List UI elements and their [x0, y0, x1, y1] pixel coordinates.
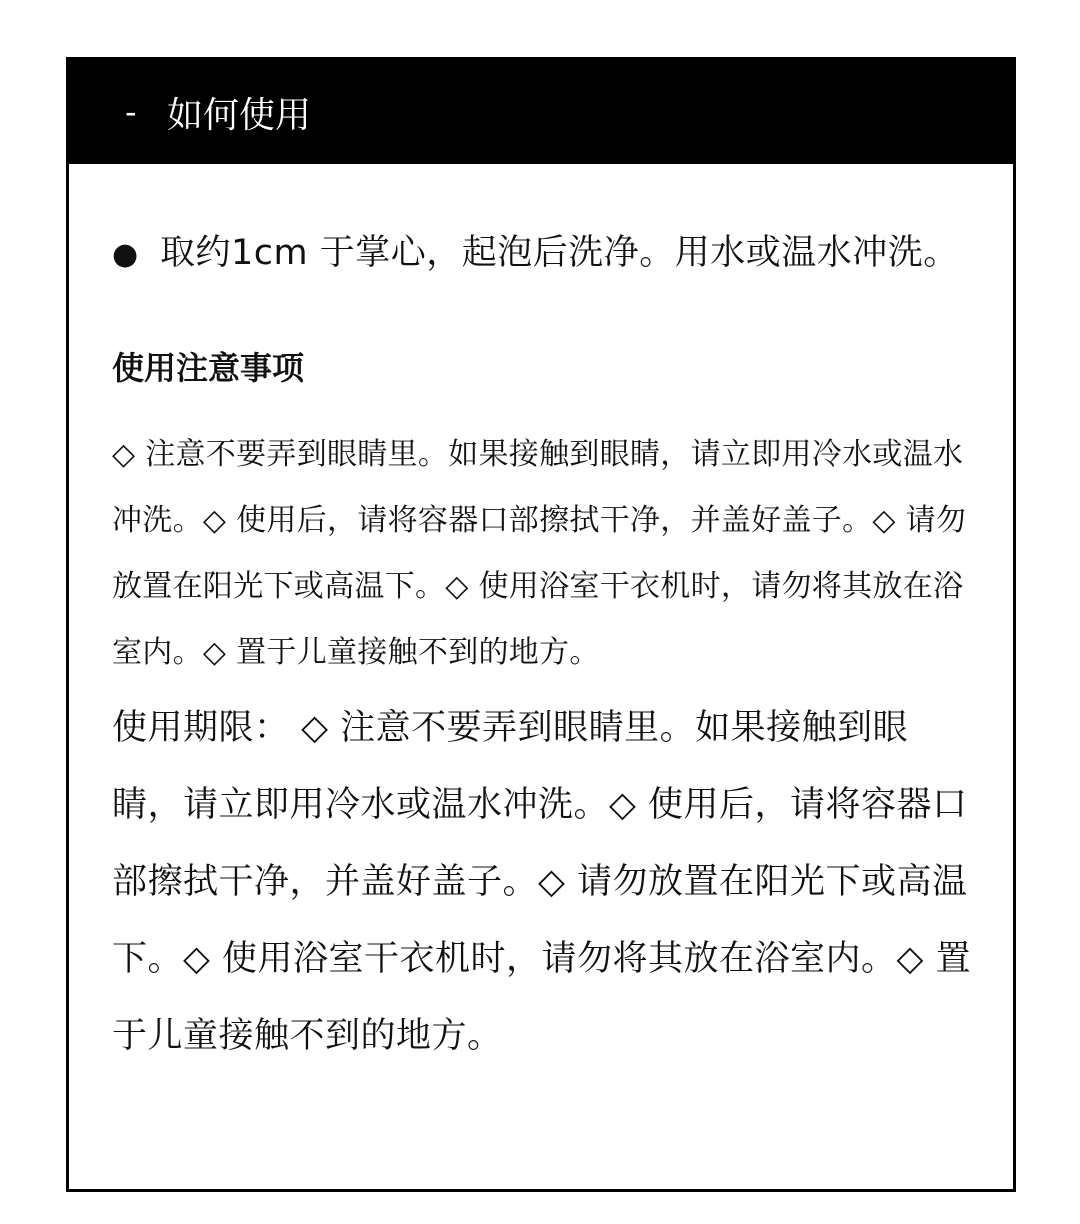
precautions-text: ◇ 注意不要弄到眼睛里。如果接触到眼睛，请立即用冷水或温水冲洗。◇ 使用后，请将容器口部擦拭干净，并盖好盖子。◇ 请勿放置在阳光下或高温下。◇ 使用浴室干衣机时，请勿将其放在浴室内。◇ 置于儿童接触不到的地方。 — [112, 437, 967, 670]
usage-text: 取约1cm 于掌心，起泡后洗净。用水或温水冲洗。 — [160, 233, 959, 273]
how-to-use-panel — [66, 57, 1016, 1192]
section-title: 如何使用 — [167, 94, 312, 136]
how-to-use-header[interactable] — [69, 60, 1013, 164]
bullet-icon: ● — [112, 237, 139, 272]
panel-body — [112, 164, 973, 1075]
validity-text: 使用期限： ◇ 注意不要弄到眼睛里。如果接触到眼睛，请立即用冷水或温水冲洗。◇ 使用后，请将容器口部擦拭干净，并盖好盖子。◇ 请勿放置在阳光下或高温下。◇ 使用浴室干衣机时，请勿将其放在浴室内。◇ 置于儿童接触不到的地方。 — [112, 708, 972, 1056]
precautions-heading: 使用注意事项 — [112, 349, 305, 387]
usage-instruction — [112, 214, 973, 294]
collapse-icon[interactable]: - — [125, 93, 137, 131]
